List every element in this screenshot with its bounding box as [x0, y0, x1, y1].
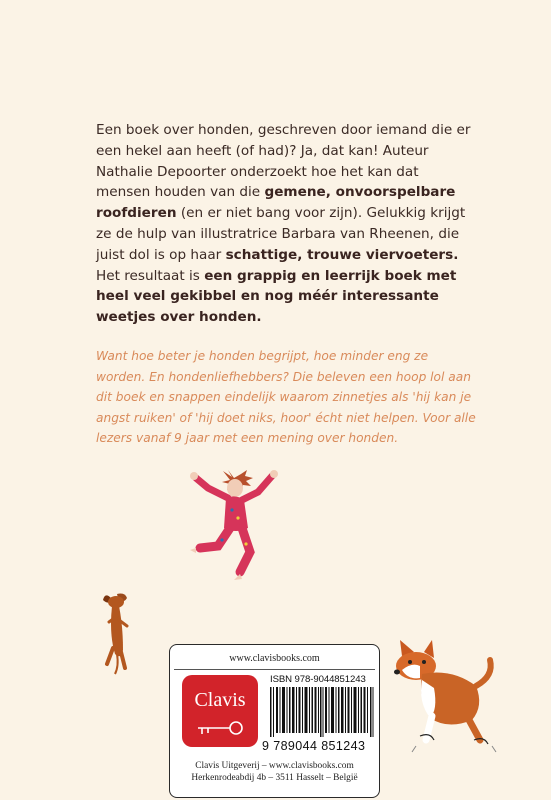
barcode: [270, 687, 374, 737]
girl-jumping-illustration: [178, 466, 288, 586]
blurb-paragraph: [96, 120, 476, 328]
publisher-url: www.clavisbooks.com: [229, 653, 320, 664]
blurb-part-3: Het resultaat is: [96, 267, 205, 284]
blurb-bold-2: schattige, trouwe viervoeters.: [225, 246, 459, 263]
blurb-part-2: (en er niet bang voor zijn). Gelukkig krijgt ze de hulp van illustratrice Barbara van Rheenen, die juist dol is op haar: [96, 205, 466, 263]
blurb-bold-1: gemene, onvoorspelbare roofdieren: [96, 184, 456, 222]
publisher-line-1: Clavis Uitgeverij – www.clavisbooks.com: [195, 761, 354, 771]
isbn-text: ISBN 978-9044851243: [270, 674, 366, 685]
barcode-digits: 9 789044 851243: [262, 739, 366, 753]
blurb-part-1: Een boek over honden, geschreven door iemand die er een hekel aan heeft (of had)? Ja, dat kan! Auteur Nathalie Depoorter onderzoekt hoe het kan dat mensen houden van die: [96, 122, 471, 201]
key-icon: [196, 719, 244, 737]
label-divider: [174, 669, 375, 670]
blurb-text: [96, 120, 476, 328]
barcode-label: [169, 644, 380, 798]
italic-paragraph: Want hoe beter je honden begrijpt, hoe minder eng ze worden. En hondenliefhebbers? Die beleven een hoop lol aan dit boek en snappen eindelijk waarom zinnetjes als 'hij kan je angst ruiken' of 'hij doet niks, hoor' écht niet helpen. Voor alle lezers vanaf 9 jaar met een mening over honden.: [96, 349, 476, 446]
italic-text: [96, 346, 476, 449]
clavis-logo: [182, 675, 258, 747]
corgi-illustration: [372, 640, 504, 760]
publisher-address: [170, 761, 379, 784]
dachshund-illustration: [95, 590, 137, 676]
blurb-bold-3: een grappig en leerrijk boek met heel veel gekibbel en nog méér interessante weetjes over honden.: [96, 267, 457, 326]
publisher-line-2: Herkenrodeabdij 4b – 3511 Hasselt – België: [191, 772, 358, 783]
logo-text: Clavis: [194, 689, 246, 711]
